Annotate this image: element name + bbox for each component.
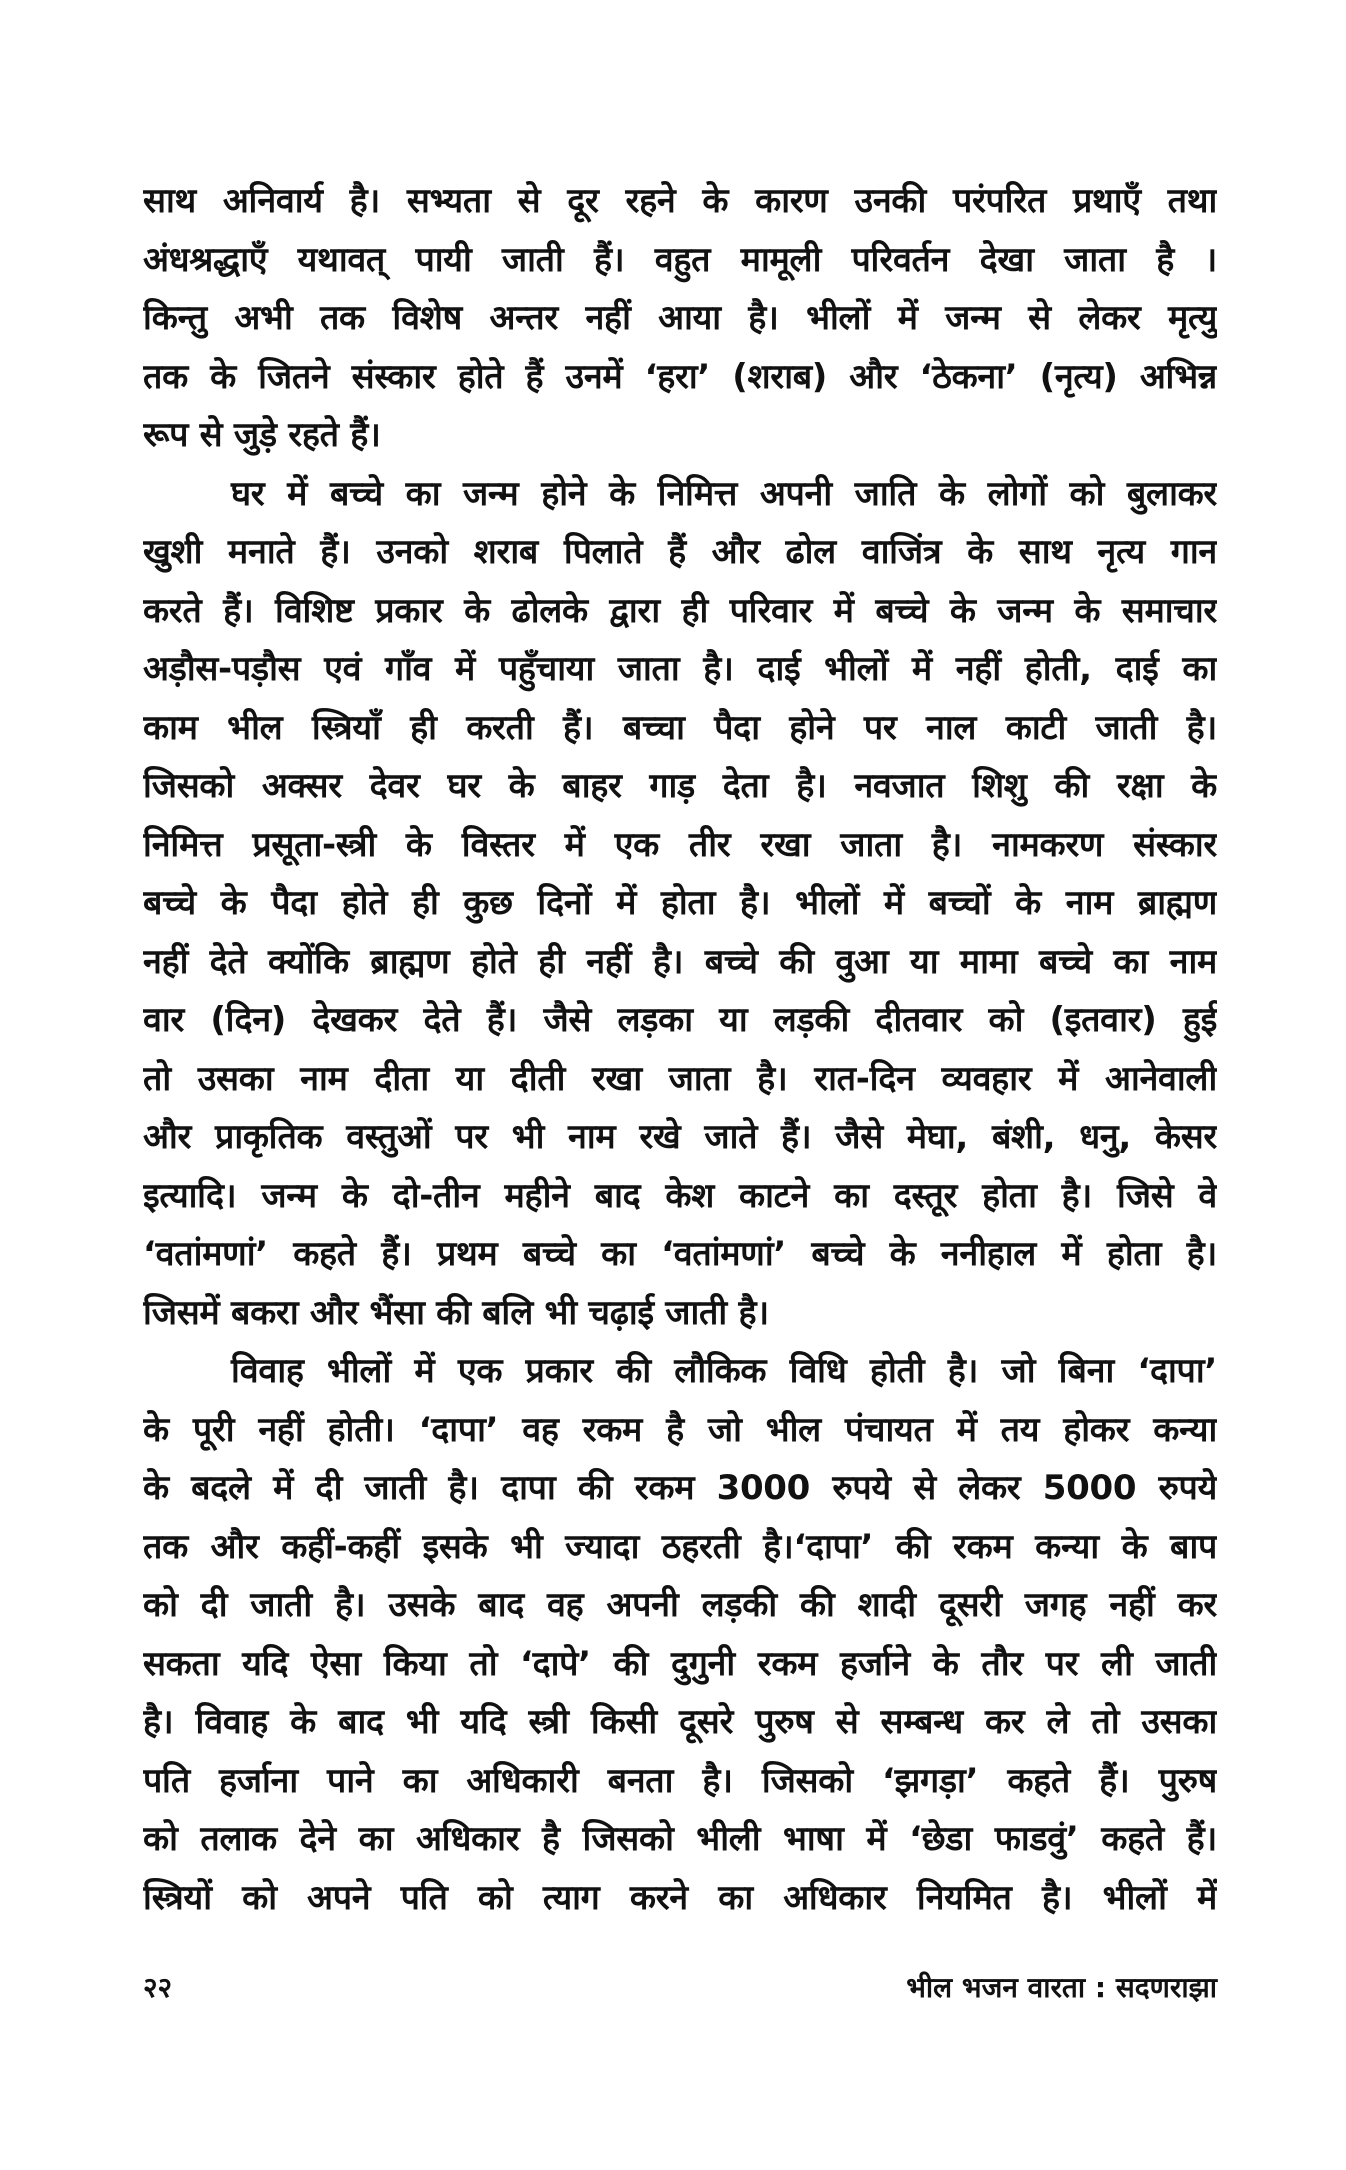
text-line: काम भील स्त्रियाँ ही करती हैं। बच्चा पैदा होने पर नाल काटी जाती है। xyxy=(143,707,1217,748)
text-line: करते हैं। विशिष्ट प्रकार के ढोलके द्वारा ही परिवार में बच्चे के जन्म के समाचार xyxy=(143,590,1217,631)
text-line: है। विवाह के बाद भी यदि स्त्री किसी दूसरे पुरुष से सम्बन्ध कर ले तो उसका xyxy=(143,1702,1217,1742)
text-line: सकता यदि ऐसा किया तो ‘दापे’ की दुगुनी रकम हर्जाने के तौर पर ली जाती xyxy=(143,1643,1217,1684)
text-line: जिसमें बकरा और भैंसा की बलि भी चढ़ाई जाती है। xyxy=(143,1292,769,1333)
text-line: अंधश्रद्धाएँ यथावत् पायी जाती हैं। वहुत मामूली परिवर्तन देखा जाता है । xyxy=(143,239,1217,280)
page-number: २२ xyxy=(143,1971,173,2004)
text-line: के पूरी नहीं होती। ‘दापा’ वह रकम है जो भील पंचायत में तय होकर कन्या xyxy=(143,1409,1217,1450)
text-line: साथ अनिवार्य है। सभ्यता से दूर रहने के कारण उनकी परंपरित प्रथाएँ तथा xyxy=(143,181,1217,221)
text-line: तक के जितने संस्कार होते हैं उनमें ‘हरा’ (शराब) और ‘ठेकना’ (नृत्य) अभिन्न xyxy=(143,356,1217,397)
text-line: को तलाक देने का अधिकार है जिसको भीली भाषा में ‘छेडा फाडवुं’ कहते हैं। xyxy=(143,1819,1217,1859)
text-line: वार (दिन) देखकर देते हैं। जैसे लड़का या लड़की दीतवार को (इतवार) हुई xyxy=(143,1000,1217,1040)
body-text xyxy=(143,172,1217,1927)
text-line: खुशी मनाते हैं। उनको शराब पिलाते हैं और ढोल वाजिंत्र के साथ नृत्य गान xyxy=(143,532,1217,572)
text-line: को दी जाती है। उसके बाद वह अपनी लड़की की शादी दूसरी जगह नहीं कर xyxy=(143,1585,1217,1625)
text-line: ‘वतांमणां’ कहते हैं। प्रथम बच्चे का ‘वतांमणां’ बच्चे के ननीहाल में होता है। xyxy=(143,1234,1217,1274)
text-line: तक और कहीं-कहीं इसके भी ज्यादा ठहरती है।‘दापा’ की रकम कन्या के बाप xyxy=(143,1526,1217,1567)
text-line: स्त्रियों को अपने पति को त्याग करने का अधिकार नियमित है। भीलों में xyxy=(143,1877,1217,1918)
text-line: पति हर्जाना पाने का अधिकारी बनता है। जिसको ‘झगड़ा’ कहते हैं। पुरुष xyxy=(143,1760,1217,1801)
text-line: अड़ौस-पड़ौस एवं गाँव में पहुँचाया जाता है। दाई भीलों में नहीं होती, दाई का xyxy=(143,649,1217,689)
text-line: और प्राकृतिक वस्तुओं पर भी नाम रखे जाते हैं। जैसे मेघा, बंशी, धनु, केसर xyxy=(143,1117,1217,1157)
text-line: किन्तु अभी तक विशेष अन्तर नहीं आया है। भीलों में जन्म से लेकर मृत्यु xyxy=(143,298,1217,338)
text-line: तो उसका नाम दीता या दीती रखा जाता है। रात-दिन व्यवहार में आनेवाली xyxy=(143,1058,1217,1099)
page-footer xyxy=(143,1968,1217,2008)
text-line: इत्यादि। जन्म के दो-तीन महीने बाद केश काटने का दस्तूर होता है। जिसे वे xyxy=(143,1175,1217,1216)
text-line: निमित्त प्रसूता-स्त्री के विस्तर में एक तीर रखा जाता है। नामकरण संस्कार xyxy=(143,824,1217,865)
text-line: जिसको अक्सर देवर घर के बाहर गाड़ देता है। नवजात शिशु की रक्षा के xyxy=(143,766,1217,806)
text-line: बच्चे के पैदा होते ही कुछ दिनों में होता है। भीलों में बच्चों के नाम ब्राह्मण xyxy=(143,883,1217,923)
text-line: नहीं देते क्योंकि ब्राह्मण होते ही नहीं है। बच्चे की वुआ या मामा बच्चे का नाम xyxy=(143,941,1217,982)
text-line: के बदले में दी जाती है। दापा की रकम 3000 रुपये से लेकर 5000 रुपये xyxy=(143,1468,1217,1508)
text-line: विवाह भीलों में एक प्रकार की लौकिक विधि होती है। जो बिना ‘दापा’ xyxy=(231,1351,1217,1391)
running-title: भील भजन वारता : सदणराझा xyxy=(906,1971,1217,2004)
text-line: रूप से जुड़े रहते हैं। xyxy=(143,415,381,455)
text-line: घर में बच्चे का जन्म होने के निमित्त अपनी जाति के लोगों को बुलाकर xyxy=(231,473,1217,514)
